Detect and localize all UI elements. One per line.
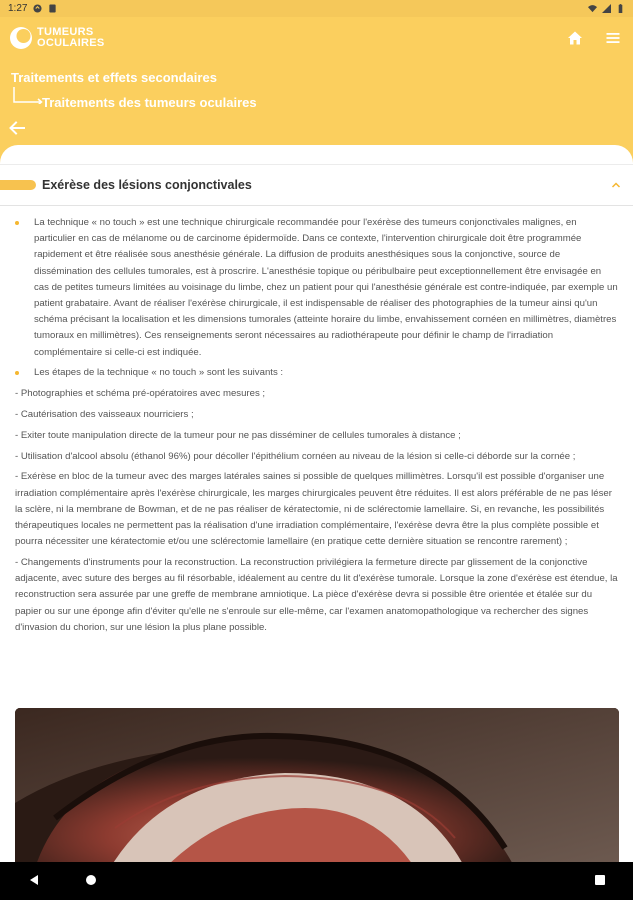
back-arrow-icon[interactable]	[8, 119, 26, 137]
logo-eye-icon	[9, 26, 33, 50]
divider	[0, 164, 633, 165]
breadcrumb-current[interactable]: Traitements des tumeurs oculaires	[42, 95, 257, 110]
logo-line-1: TUMEURS	[37, 26, 94, 38]
sim-icon	[48, 4, 57, 13]
section-body	[15, 215, 618, 641]
content-card	[0, 145, 633, 862]
surgery-photo[interactable]	[15, 708, 619, 862]
section-accent-bar	[0, 180, 36, 190]
nav-recents-icon[interactable]	[594, 874, 606, 886]
nav-home-icon[interactable]	[85, 874, 97, 886]
paragraph-intro: La technique « no touch » est une technique chirurgicale recommandée pour l'exérèse des tumeurs conjonctivales malignes, en particulier en cas de mélanome ou de carcinome épidermoïde. Dans ce contexte, l'intervention chirurgicale doit être programmée rapidement et être réalisée sous anesthésie générale. La diffusion de produits anesthésiques sous la conjonctive, source de dissémination des cellules tumorales, est à proscrire. L'anesthésie topique ou péribulbaire peut exceptionnellement être envisagée en cas de petites tumeurs limitées au voisinage du limbe, chez un patient pour qui l'anesthésie générale est contre-indiquée, par exemple un patient grabataire. Avant de réaliser l'exérèse chirurgicale, il est indispensable de réaliser des photographies de la tumeur ainsi qu'un schéma précisant la localisation et les dimensions tumorales (atteinte horaire du limbe, envahissement cornéen en millimètres, diamètres tumoraux en millimètres). Ces renseignements seront nécessaires au radiothérapeute pour définir le champ de l'irradiation complémentaire si celle-ci est indiquée.	[15, 215, 618, 361]
step-item: - Cautérisation des vaisseaux nourriciers ;	[15, 409, 194, 421]
status-bar	[0, 0, 633, 17]
paragraph-steps-intro: Les étapes de la technique « no touch » sont les suivants :	[15, 365, 618, 381]
breadcrumb-parent[interactable]: Traitements et effets secondaires	[11, 70, 217, 85]
breadcrumb-connector-icon	[13, 87, 43, 104]
signal-icon	[602, 4, 611, 13]
home-icon[interactable]	[567, 30, 583, 46]
notification-icon	[33, 4, 42, 13]
nav-back-icon[interactable]	[28, 874, 40, 886]
wifi-icon	[588, 4, 597, 13]
step-item: - Exiter toute manipulation directe de la tumeur pour ne pas disséminer de cellules tumorales à distance ;	[15, 429, 461, 441]
system-nav-bar	[0, 862, 633, 900]
step-item: - Exérèse en bloc de la tumeur avec des marges latérales saines si possible de quelques millimètres. Lorsqu'il est possible d'organiser une irradiation complémentaire après l'exérèse chirurgicale, les marges chirurgicales peuvent être réduites. Il est alors préférable de ne pas léser la sclère, ni la membrane de Bowman, et de ne pas réaliser de kératectomie, ni de sclérectomie lamellaire. Si, en revanche, les possibilités thérapeutiques locales ne permettent pas la réalisation d'une irradiation complémentaire, l'exérèse devra être la plus complète possible et pourra nécessiter une kératectomie et/ou une sclérectomie lamellaire (en pratique cette dernière situation se rencontre rarement) ;	[15, 471, 612, 548]
logo-line-2: OCULAIRES	[37, 37, 105, 49]
app-logo[interactable]	[9, 26, 104, 50]
app-header	[0, 17, 633, 165]
status-time: 1:27	[8, 3, 28, 14]
step-item: - Photographies et schéma pré-opératoires avec mesures ;	[15, 388, 266, 400]
section-title: Exérèse des lésions conjonctivales	[42, 178, 252, 192]
step-item: - Changements d'instruments pour la reconstruction. La reconstruction privilégiera la fermeture directe par glissement de la conjonctive adjacente, avec suture des berges au fil résorbable, idéalement au centre du lit d'exérèse tumorale. Lorsque la zone d'exérèse est étendue, la reconstruction sera assurée par une greffe de membrane amniotique. La pièce d'exérèse devra si possible être orientée et étalée sur du papier ou sur une éponge afin d'éviter qu'elle ne s'enroule sur elle-même, car l'examen anatomopathologique va rechercher des signes d'invasion du chorion, sur une lésion la plus plane possible.	[15, 557, 618, 633]
menu-icon[interactable]	[605, 30, 621, 46]
battery-icon	[616, 4, 625, 13]
step-item: - Utilisation d'alcool absolu (éthanol 96%) pour décoller l'épithélium cornéen au niveau de la lésion si celle-ci déborde sur la cornée ;	[15, 450, 576, 462]
section-header[interactable]	[0, 164, 633, 206]
chevron-up-icon[interactable]	[611, 180, 621, 190]
